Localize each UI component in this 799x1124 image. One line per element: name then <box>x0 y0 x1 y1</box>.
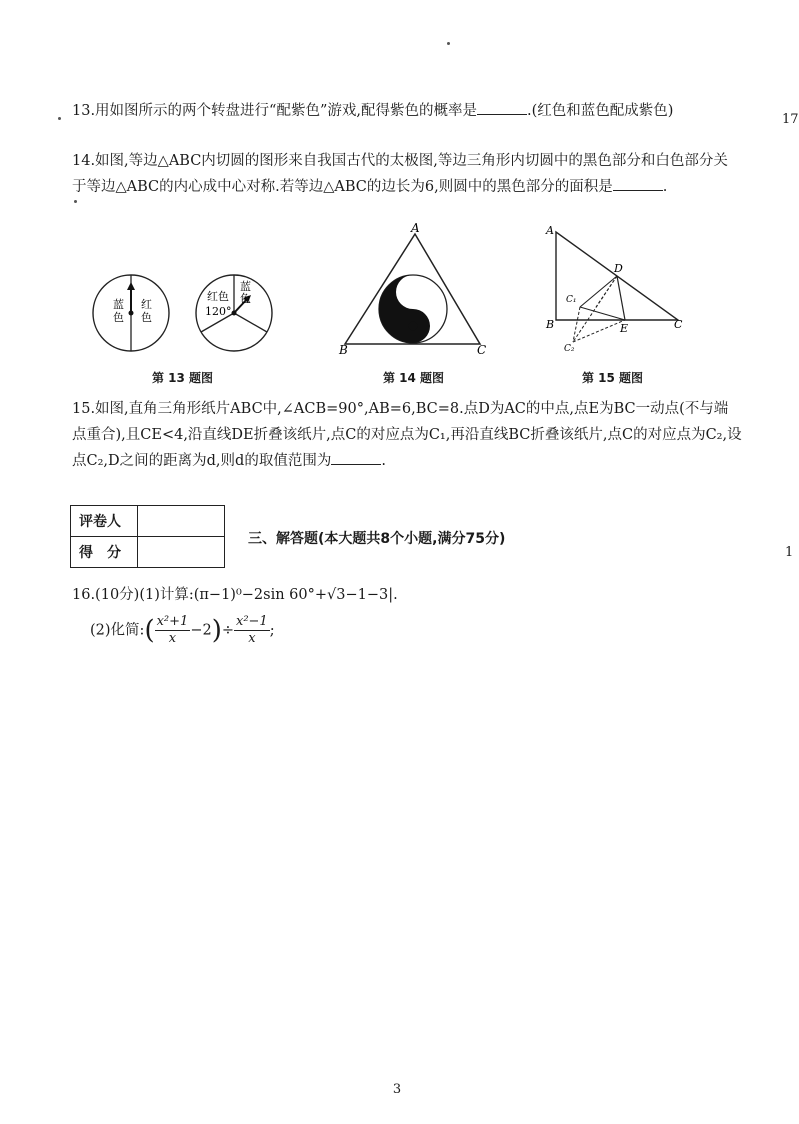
margin-mark-top: 17 <box>782 112 799 127</box>
vertex-B-14: B <box>339 343 348 357</box>
score-label: 得 分 <box>71 537 138 568</box>
spinner-2 <box>196 275 272 351</box>
vertex-C-15: C <box>674 318 683 331</box>
q16-part2-prefix: (2)化简: <box>90 622 145 639</box>
question-13 <box>72 98 742 124</box>
spinner-2-right-label-1: 蓝 <box>240 280 251 293</box>
question-16-part-2 <box>90 614 760 647</box>
vertex-B-15: B <box>546 318 555 331</box>
margin-mark-mid: 1 <box>785 545 794 560</box>
fraction-2 <box>234 614 270 647</box>
vertex-C2-15: C₂ <box>564 344 575 354</box>
fraction-2-numerator: x²−1 <box>236 614 268 629</box>
figure-14-taiji <box>335 222 495 357</box>
question-13-text: 13.用如图所示的两个转盘进行“配紫色”游戏,配得紫色的概率是 <box>72 103 477 119</box>
fraction-2-denominator: x <box>248 631 256 646</box>
fraction-1-denominator: x <box>168 631 177 646</box>
question-16-part-1: 16.(10分)(1)计算:(π−1)⁰−2sin 60°+√3−1−3|. <box>72 587 398 603</box>
scan-dot <box>74 200 77 203</box>
spinner-1-left-label: 蓝色 <box>113 298 124 324</box>
spinner-1-right-label: 红色 <box>141 298 152 324</box>
divide-sign: ÷ <box>221 622 234 639</box>
vertex-C1-15: C₁ <box>566 295 577 305</box>
figure-13-spinners <box>88 268 278 358</box>
vertex-D-15: D <box>614 262 623 275</box>
question-14 <box>72 148 742 200</box>
reviewer-label: 评卷人 <box>71 506 138 537</box>
scan-dot <box>58 117 61 120</box>
spinner-2-right-label-2: 色 <box>240 292 251 305</box>
caption-14: 第 14 题图 <box>383 371 445 385</box>
caption-13: 第 13 题图 <box>152 371 214 385</box>
score-cell[interactable] <box>138 537 225 568</box>
reviewer-cell[interactable] <box>138 506 225 537</box>
question-14-text: 14.如图,等边△ABC内切圆的图形来自我国古代的太极图,等边三角形内切圆中的黑色部分和白色部分关于等边△ABC的内心成中心对称.若等边△ABC的边长为6,则圆中的黑色部分的面积是 <box>72 153 728 195</box>
figure-15-folding <box>540 222 690 357</box>
score-table <box>70 505 225 568</box>
right-paren: ) <box>211 615 222 646</box>
vertex-E-15: E <box>620 322 629 335</box>
question-15-end: . <box>381 453 386 469</box>
vertex-A-14: A <box>411 221 420 235</box>
answer-blank-14[interactable] <box>613 174 663 191</box>
vertex-C-14: C <box>477 343 487 357</box>
section-3-heading: 三、解答题(本大题共8个小题,满分75分) <box>248 531 506 547</box>
minus-two: −2 <box>190 622 212 639</box>
question-15 <box>72 396 742 474</box>
page-number: 3 <box>392 1082 402 1097</box>
scan-dot <box>447 42 450 45</box>
answer-blank-15[interactable] <box>331 448 381 465</box>
question-15-text: 15.如图,直角三角形纸片ABC中,∠ACB=90°,AB=6,BC=8.点D为AC的中点,点E为BC一动点(不与端点重合),且CE<4,沿直线DE折叠该纸片,点C的对应点为C₁,再沿直线BC折叠该纸片,点C的对应点为C₂,设点C₂,D之间的距离为d,则d的取值范围为 <box>72 401 742 469</box>
vertex-A-15: A <box>546 224 554 237</box>
caption-15: 第 15 题图 <box>582 371 644 385</box>
spinner-2-left-label: 红色 <box>207 290 229 303</box>
left-paren: ( <box>144 615 155 646</box>
q16-tail: ; <box>269 622 275 639</box>
spinner-2-angle: 120° <box>205 305 232 318</box>
question-14-end: . <box>662 179 668 195</box>
fraction-1-numerator: x²+1 <box>156 614 189 629</box>
answer-blank-13[interactable] <box>477 98 527 115</box>
yin-yang-icon <box>379 275 447 343</box>
question-13-note: .(红色和蓝色配成紫色) <box>527 103 674 119</box>
fraction-1 <box>155 614 191 647</box>
spinner-1 <box>93 275 169 351</box>
